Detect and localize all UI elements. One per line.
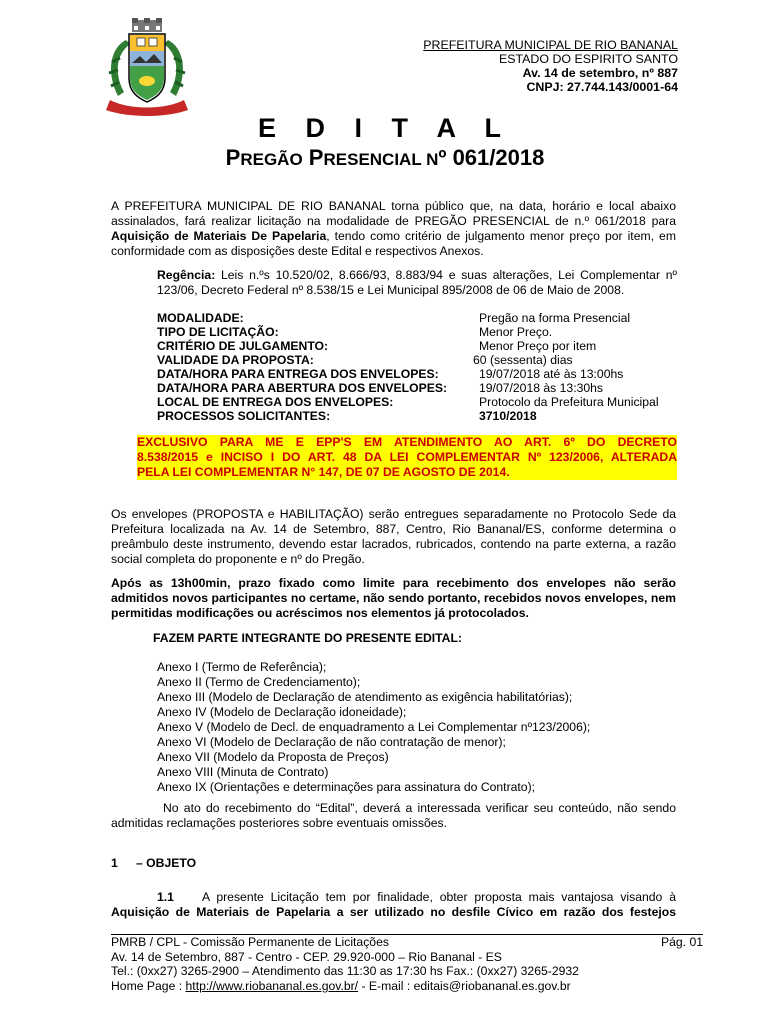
annex-list bbox=[157, 660, 590, 795]
detail-row: PROCESSOS SOLICITANTES: 3710/2018 bbox=[157, 409, 537, 423]
regencia-paragraph: Regência: Leis n.ºs 10.520/02, 8.666/93, 8.883/94 e suas alterações, Lei Complementar nº 123/06, Decreto Federal nº 8.538/15 e Lei Municipal 895/2008 de 06 de Maio de 2008. bbox=[157, 268, 677, 297]
list-item: Anexo I (Termo de Referência); bbox=[157, 660, 327, 674]
list-item: Anexo VI (Modelo de Declaração de não contratação de menor); bbox=[157, 735, 506, 749]
footer-contact: Home Page : http://www.riobananal.es.gov.br/ - E-mail : editais@riobananal.es.gov.br bbox=[111, 978, 571, 993]
envelopes-paragraph: Os envelopes (PROPOSTA e HABILITAÇÃO) serão entregues separadamente no Protocolo Sede da Prefeitura localizada na Av. 14 de Setembro, 887, Centro, Rio Bananal/ES, conforme determina o preâmbulo deste instrumento, devendo estar lacrados, rubricados, contendo na parte externa, a razão social completa do proponente e nº do Pregão. bbox=[111, 507, 676, 566]
list-item: Anexo III (Modelo de Declaração de atendimento as exigência habilitatórias); bbox=[157, 690, 573, 704]
pregao-title: PREGÃO PRESENCIAL Nº 061/2018 bbox=[225, 145, 545, 170]
detail-row: LOCAL DE ENTREGA DOS ENVELOPES: Protocolo da Prefeitura Municipal bbox=[157, 395, 659, 409]
item-bold-text: Aquisição de Materiais de Papelaria a ser utilizado no desfile Cívico em razão dos festejos bbox=[111, 905, 676, 919]
detail-row: MODALIDADE: Pregão na forma Presencial bbox=[157, 311, 631, 325]
page-number: Pág. 01 bbox=[660, 935, 703, 949]
ato-paragraph: No ato do recebimento do “Edital”, deverá a interessada verificar seu conteúdo, não sendo admitidas reclamações posteriores sobre eventuais omissões. bbox=[111, 801, 676, 830]
prazo-paragraph: Após as 13h00min, prazo fixado como limite para recebimento dos envelopes não serão admitidos novos participantes no certame, não sendo portanto, recebidos novos envelopes, nem permitidas modificações ou acréscimos nos elementos já protocolados. bbox=[111, 576, 676, 620]
list-item: Anexo VIII (Minuta de Contrato) bbox=[157, 765, 329, 779]
header-cnpj: CNPJ: 27.744.143/0001-64 bbox=[526, 80, 678, 94]
page-footer bbox=[111, 935, 703, 993]
fazem-parte-heading: FAZEM PARTE INTEGRANTE DO PRESENTE EDITAL: bbox=[153, 631, 462, 645]
list-item: Anexo VII (Modelo da Proposta de Preços) bbox=[157, 750, 389, 764]
details-table bbox=[157, 311, 677, 423]
item-number: 1.1 bbox=[157, 890, 174, 904]
header-address: Av. 14 de setembro, nº 887 bbox=[522, 66, 678, 80]
detail-row: CRITÉRIO DE JULGAMENTO: Menor Preço por item bbox=[157, 339, 597, 353]
exclusivo-notice: EXCLUSIVO PARA ME E EPP'S EM ATENDIMENTO AO ART. 6º DO DECRETO 8.538/2015 e INCISO I DO ART. 48 DA LEI COMPLEMENTAR Nº 123/2006, ALTERADA PELA LEI COMPLEMENTAR N° 147, DE 07 DE AGOSTO DE 2014. bbox=[137, 435, 677, 479]
detail-row: DATA/HORA PARA ENTREGA DOS ENVELOPES: 19/07/2018 até às 13:00hs bbox=[157, 367, 624, 381]
list-item: Anexo IV (Modelo de Declaração idoneidade); bbox=[157, 705, 407, 719]
list-item: Anexo II (Termo de Credenciamento); bbox=[157, 675, 361, 689]
header-prefeitura: PREFEITURA MUNICIPAL DE RIO BANANAL bbox=[423, 38, 678, 52]
section-title: – OBJETO bbox=[136, 856, 197, 870]
municipal-coat-of-arms-icon bbox=[104, 18, 190, 118]
document-header bbox=[423, 38, 678, 94]
footer-phone: Tel.: (0xx27) 3265-2900 – Atendimento das 11:30 as 17:30 hs Fax.: (0xx27) 3265-2932 bbox=[111, 964, 579, 978]
footer-commission: PMRB / CPL - Comissão Permanente de Licitações bbox=[111, 935, 389, 949]
list-item: Anexo IX (Orientações e determinações para assinatura do Contrato); bbox=[157, 780, 536, 794]
list-item: Anexo V (Modelo de Decl. de enquadramento a Lei Complementar nº123/2006); bbox=[157, 720, 591, 734]
intro-paragraph: A PREFEITURA MUNICIPAL DE RIO BANANAL torna público que, na data, horário e local abaixo assinalados, fará realizar licitação na modalidade de PREGÃO PRESENCIAL de n.º 061/2018 para Aquisição de Materiais De Papelaria, tendo como critério de julgamento menor preço por item, em conformidade com as disposições deste Edital e respectivos Anexos. bbox=[111, 199, 676, 258]
item-text: A presente Licitação tem por finalidade, obter proposta mais vantajosa visando à bbox=[202, 890, 676, 904]
header-estado: ESTADO DO ESPIRITO SANTO bbox=[498, 52, 678, 66]
detail-row: DATA/HORA PARA ABERTURA DOS ENVELOPES: 19/07/2018 às 13:30hs bbox=[157, 381, 604, 395]
page-title: E D I T A L bbox=[258, 113, 512, 143]
detail-row: TIPO DE LICITAÇÃO: Menor Preço. bbox=[157, 325, 553, 339]
detail-row: VALIDADE DA PROPOSTA: 60 (sessenta) dias bbox=[157, 353, 573, 367]
section-number: 1 bbox=[111, 856, 118, 870]
homepage-link[interactable]: http://www.riobananal.es.gov.br/ bbox=[185, 978, 359, 993]
footer-address: Av. 14 de Setembro, 887 - Centro - CEP. 29.920-000 – Rio Bananal - ES bbox=[111, 949, 502, 964]
